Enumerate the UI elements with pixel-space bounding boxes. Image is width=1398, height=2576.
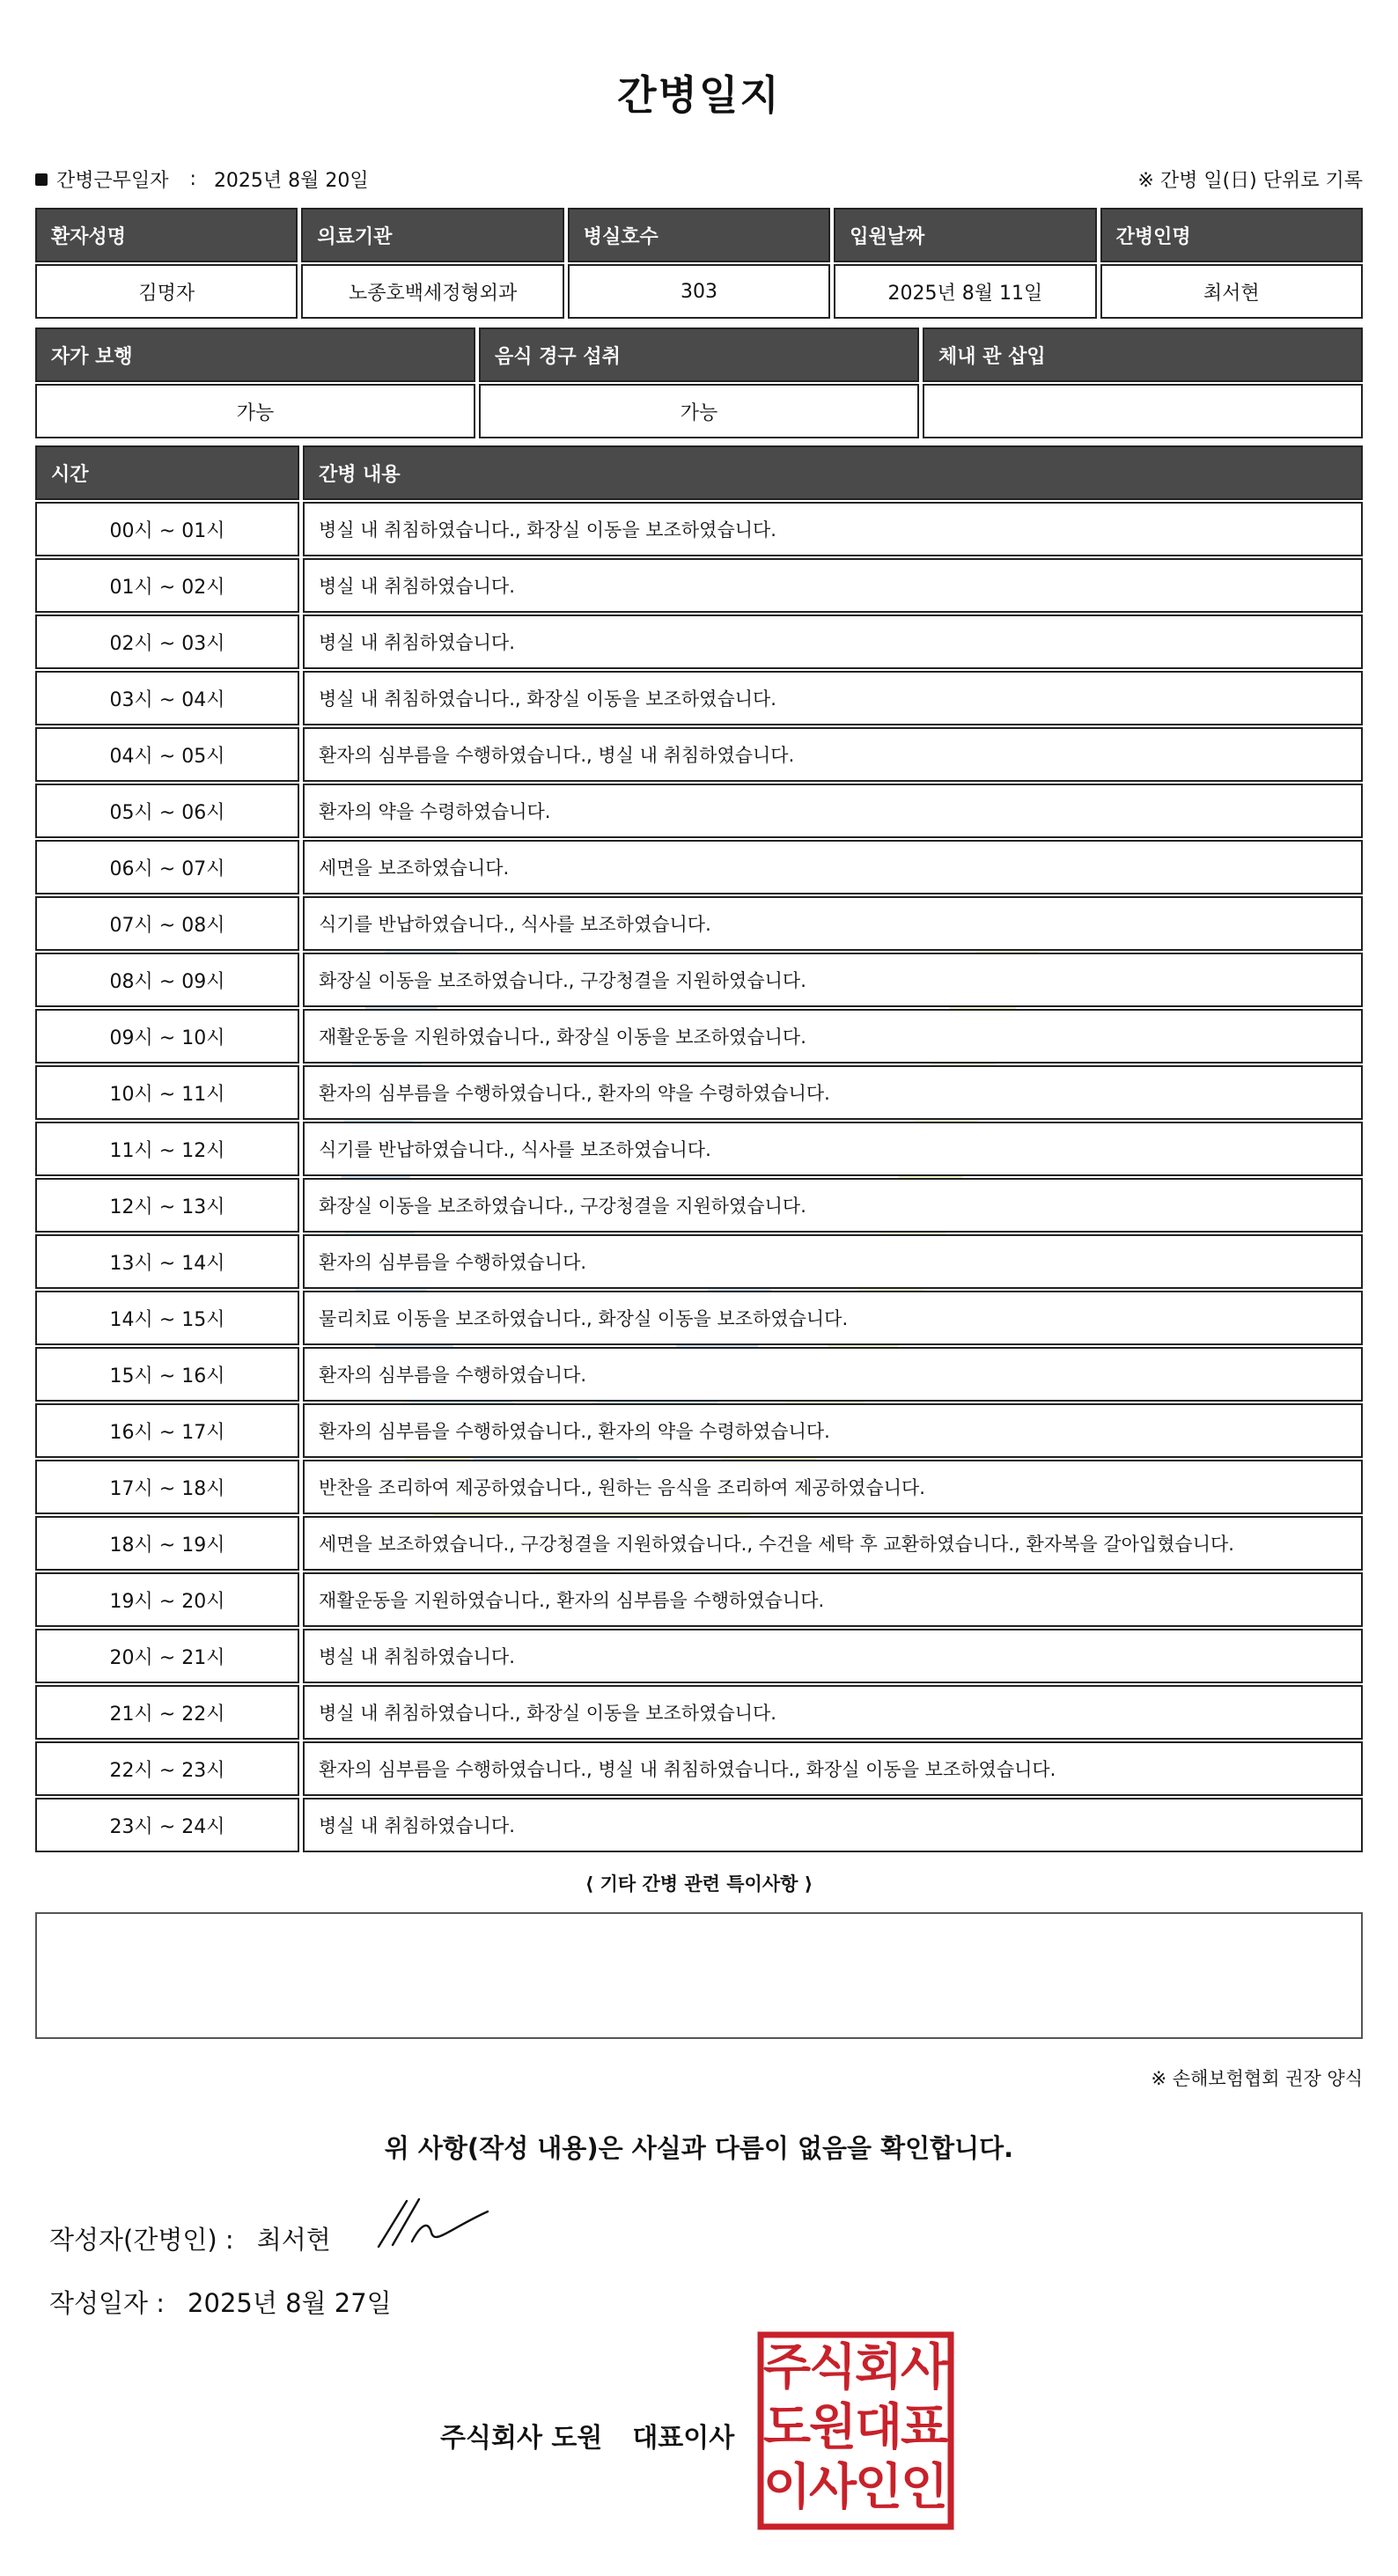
- bullet-square-icon: [35, 173, 48, 186]
- seal-character: 인: [854, 2459, 903, 2516]
- table-row: [35, 953, 1363, 1007]
- row-content: 식기를 반납하였습니다., 식사를 보조하였습니다.: [303, 896, 1363, 951]
- row-time: 22시 ~ 23시: [35, 1741, 299, 1796]
- row-time: 03시 ~ 04시: [35, 671, 299, 725]
- table-row: [35, 1629, 1363, 1683]
- special-notes-title: ⟨ 기타 간병 관련 특이사항 ⟩: [585, 1873, 813, 1895]
- table-row: [35, 671, 1363, 725]
- table-row: [35, 1009, 1363, 1064]
- seal-character: 사: [900, 2339, 949, 2396]
- header-oral-intake: 음식 경구 섭취: [479, 328, 919, 382]
- row-time: 23시 ~ 24시: [35, 1798, 299, 1852]
- company-seal-stamp: [757, 2331, 954, 2530]
- header-caregiver-name: 간병인명: [1100, 208, 1363, 262]
- seal-character: 인: [900, 2459, 949, 2516]
- row-time: 15시 ~ 16시: [35, 1347, 299, 1402]
- row-content: 환자의 심부름을 수행하였습니다., 병실 내 취침하였습니다.: [303, 727, 1363, 782]
- header-room-number: 병실호수: [568, 208, 830, 262]
- table-row: [35, 784, 1363, 838]
- row-content: 재활운동을 지원하였습니다., 환자의 심부름을 수행하였습니다.: [303, 1572, 1363, 1627]
- document-title: 간병일지: [617, 71, 781, 119]
- row-content: 병실 내 취침하였습니다., 화장실 이동을 보조하였습니다.: [303, 671, 1363, 725]
- row-content: 물리치료 이동을 보조하였습니다., 화장실 이동을 보조하였습니다.: [303, 1291, 1363, 1345]
- table-row: [35, 1685, 1363, 1740]
- header-tube-insertion: 체내 관 삽입: [923, 328, 1363, 382]
- form-note: ※ 손해보험협회 권장 양식: [1151, 2068, 1363, 2089]
- unit-note: ※ 간병 일(日) 단위로 기록: [1137, 170, 1363, 192]
- write-date-label: 작성일자 :: [49, 2288, 166, 2318]
- header-hospital: 의료기관: [301, 208, 563, 262]
- seal-character: 대: [854, 2399, 903, 2456]
- row-time: 00시 ~ 01시: [35, 502, 299, 556]
- work-date-label: 간병근무일자: [56, 170, 169, 192]
- row-time: 07시 ~ 08시: [35, 896, 299, 951]
- table-row: [35, 1516, 1363, 1571]
- special-notes-box: [35, 1912, 1363, 2039]
- seal-character: 이: [762, 2459, 812, 2516]
- table-row: [35, 502, 1363, 556]
- table-row: [35, 1798, 1363, 1852]
- row-content: 환자의 심부름을 수행하였습니다.: [303, 1234, 1363, 1289]
- row-content: 식기를 반납하였습니다., 식사를 보조하였습니다.: [303, 1122, 1363, 1176]
- header-patient-name: 환자성명: [35, 208, 298, 262]
- work-date-value: 2025년 8월 20일: [213, 170, 369, 192]
- table-row: [35, 1065, 1363, 1120]
- row-time: 19시 ~ 20시: [35, 1572, 299, 1627]
- row-content: 병실 내 취침하였습니다., 화장실 이동을 보조하였습니다.: [303, 1685, 1363, 1740]
- row-time: 01시 ~ 02시: [35, 558, 299, 613]
- row-time: 05시 ~ 06시: [35, 784, 299, 838]
- confirmation-statement: 위 사항(작성 내용)은 사실과 다름이 없음을 확인합니다.: [384, 2133, 1014, 2163]
- value-oral-intake: 가능: [479, 384, 919, 438]
- row-content: 환자의 약을 수령하였습니다.: [303, 784, 1363, 838]
- row-content: 병실 내 취침하였습니다.: [303, 1629, 1363, 1683]
- row-time: 02시 ~ 03시: [35, 615, 299, 669]
- seal-character: 식: [808, 2339, 857, 2396]
- value-hospital: 노종호백세정형외과: [301, 264, 563, 319]
- row-time: 20시 ~ 21시: [35, 1629, 299, 1683]
- row-time: 18시 ~ 19시: [35, 1516, 299, 1571]
- row-time: 14시 ~ 15시: [35, 1291, 299, 1345]
- table-row: [35, 896, 1363, 951]
- table-row: [35, 1234, 1363, 1289]
- row-time: 06시 ~ 07시: [35, 840, 299, 894]
- company-name: 주식회사 도원: [440, 2423, 603, 2454]
- table-row: [35, 1403, 1363, 1458]
- row-content: 재활운동을 지원하였습니다., 화장실 이동을 보조하였습니다.: [303, 1009, 1363, 1064]
- value-admission-date: 2025년 8월 11일: [834, 264, 1096, 319]
- table-row: [35, 840, 1363, 894]
- row-time: 10시 ~ 11시: [35, 1065, 299, 1120]
- row-time: 12시 ~ 13시: [35, 1178, 299, 1233]
- row-content: 병실 내 취침하였습니다., 화장실 이동을 보조하였습니다.: [303, 502, 1363, 556]
- row-content: 환자의 심부름을 수행하였습니다., 환자의 약을 수령하였습니다.: [303, 1065, 1363, 1120]
- table-row: [35, 558, 1363, 613]
- seal-character: 사: [808, 2459, 857, 2516]
- row-time: 16시 ~ 17시: [35, 1403, 299, 1458]
- row-content: 세면을 보조하였습니다.: [303, 840, 1363, 894]
- table-row: [35, 1291, 1363, 1345]
- row-time: 21시 ~ 22시: [35, 1685, 299, 1740]
- care-log-header: [35, 445, 1363, 500]
- header-time: 시간: [35, 445, 299, 500]
- writer-line: [49, 2220, 331, 2256]
- row-content: 병실 내 취침하였습니다.: [303, 1798, 1363, 1852]
- value-room-number: 303: [568, 264, 830, 319]
- status-info-table: [35, 328, 1363, 438]
- writer-label: 작성자(간병인) :: [49, 2225, 234, 2255]
- row-content: 화장실 이동을 보조하였습니다., 구강청결을 지원하였습니다.: [303, 1178, 1363, 1233]
- value-self-walking: 가능: [35, 384, 475, 438]
- row-time: 17시 ~ 18시: [35, 1460, 299, 1514]
- row-content: 화장실 이동을 보조하였습니다., 구강청결을 지원하였습니다.: [303, 953, 1363, 1007]
- row-content: 환자의 심부름을 수행하였습니다.: [303, 1347, 1363, 1402]
- work-date-line: [35, 166, 369, 193]
- table-row: [35, 1741, 1363, 1796]
- row-time: 11시 ~ 12시: [35, 1122, 299, 1176]
- patient-info-table: [35, 208, 1363, 319]
- value-tube-insertion: [923, 384, 1363, 438]
- table-row: [35, 1572, 1363, 1627]
- row-content: 반찬을 조리하여 제공하였습니다., 원하는 음식을 조리하여 제공하였습니다.: [303, 1460, 1363, 1514]
- company-line: [440, 2416, 734, 2455]
- value-patient-name: 김명자: [35, 264, 298, 319]
- table-row: [35, 727, 1363, 782]
- table-row: [35, 1178, 1363, 1233]
- table-row: [35, 1460, 1363, 1514]
- row-content: 환자의 심부름을 수행하였습니다., 병실 내 취침하였습니다., 화장실 이동을 보조하였습니다.: [303, 1741, 1363, 1796]
- table-row: [35, 615, 1363, 669]
- table-row: [35, 1347, 1363, 1402]
- table-row: [35, 1122, 1363, 1176]
- seal-character: 원: [808, 2399, 857, 2456]
- writer-name: 최서현: [256, 2225, 331, 2255]
- care-log-rows: [35, 502, 1363, 1852]
- value-caregiver-name: 최서현: [1100, 264, 1363, 319]
- row-content: 세면을 보조하였습니다., 구강청결을 지원하였습니다., 수건을 세탁 후 교환하였습니다., 환자복을 갈아입혔습니다.: [303, 1516, 1363, 1571]
- ceo-title: 대표이사: [632, 2423, 735, 2454]
- row-content: 환자의 심부름을 수행하였습니다., 환자의 약을 수령하였습니다.: [303, 1403, 1363, 1458]
- row-time: 09시 ~ 10시: [35, 1009, 299, 1064]
- seal-character: 주: [762, 2339, 812, 2396]
- work-date-separator: :: [189, 168, 196, 190]
- seal-character: 표: [900, 2399, 949, 2456]
- header-admission-date: 입원날짜: [834, 208, 1096, 262]
- care-log-table: [35, 445, 1363, 1854]
- row-time: 04시 ~ 05시: [35, 727, 299, 782]
- row-content: 병실 내 취침하였습니다.: [303, 615, 1363, 669]
- row-content: 병실 내 취침하였습니다.: [303, 558, 1363, 613]
- header-care-content: 간병 내용: [303, 445, 1363, 500]
- seal-character: 회: [854, 2339, 903, 2396]
- write-date-value: 2025년 8월 27일: [188, 2288, 392, 2318]
- row-time: 13시 ~ 14시: [35, 1234, 299, 1289]
- header-self-walking: 자가 보행: [35, 328, 475, 382]
- handwritten-signature: [373, 2192, 497, 2254]
- row-time: 08시 ~ 09시: [35, 953, 299, 1007]
- seal-character: 도: [762, 2399, 812, 2456]
- write-date-line: [49, 2284, 392, 2320]
